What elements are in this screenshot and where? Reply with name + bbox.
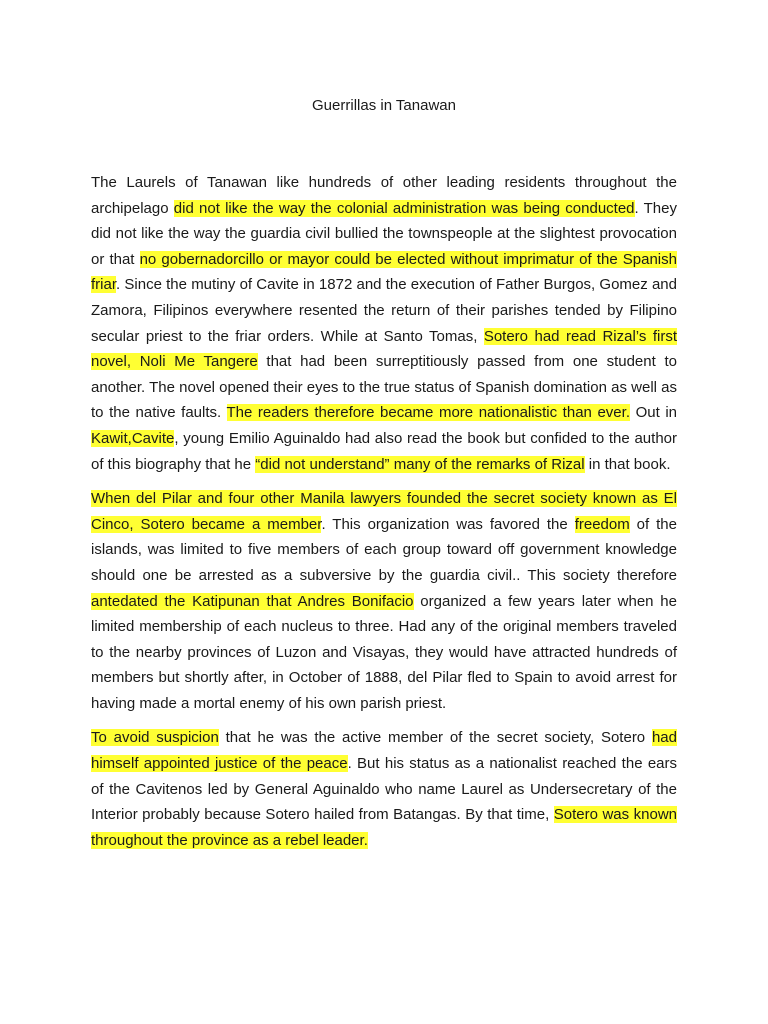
highlighted-text: antedated the Katipunan that Andres Bonifacio [91, 592, 414, 610]
highlighted-text: “did not understand” many of the remarks of Rizal [255, 455, 585, 473]
text-segment: that had been surreptitiously passed from one student to another. The novel opened their eyes to the true status of Spanish domination as well as to the native faults. [91, 353, 677, 422]
paragraph-3 [91, 725, 677, 853]
text-segment: of the islands, was limited to five members of each group toward off government knowledge should one be arrested as a subversive by the guardia civil.. This society therefore [91, 515, 677, 584]
text-segment: organized a few years later when he limited membership of each nucleus to three. Had any of the original members traveled to the nearby provinces of Luzon and Visayas, they would have attracted hundreds of members but shortly after, in October of 1888, del Pilar fled to Spain to avoid arrest for having made a mortal enemy of his own parish priest. [91, 592, 677, 712]
highlighted-text: freedom [574, 515, 630, 533]
text-segment: Out in [629, 404, 678, 422]
text-segment: The Laurels of Tanawan like hundreds of other leading residents throughout the archipelago [91, 174, 677, 217]
paragraph-2 [91, 486, 677, 716]
highlighted-text: had himself appointed justice of the peace [91, 729, 677, 773]
text-segment: . This organization was favored the [321, 515, 575, 533]
text-segment: . They did not like the way the guardia civil bullied the townspeople at the slightest provocation or that [91, 199, 677, 268]
paragraph-1 [91, 170, 677, 477]
text-segment: , young Emilio Aguinaldo had also read the book but confided to the author of this biography that he [91, 429, 677, 473]
highlighted-text: Sotero was known throughout the province as a rebel leader. [91, 806, 677, 849]
text-segment: . Since the mutiny of Cavite in 1872 and the execution of Father Burgos, Gomez and Zamora, Filipinos everywhere resented the return of their parishes tended by Filipino secular priest to the friar orders. While at Santo Tomas, [91, 276, 677, 345]
highlighted-text: no gobernadorcillo or mayor could be elected without imprimatur of the Spanish friar [91, 250, 677, 294]
document-body [91, 170, 677, 862]
text-segment: . But his status as a nationalist reached the ears of the Cavitenos led by General Aguinaldo who name Laurel as Undersecretary of the Interior probably because Sotero hailed from Batangas. By that time, [91, 755, 677, 824]
highlighted-text: Kawit,Cavite [91, 429, 175, 447]
text-segment: in that book. [584, 455, 671, 473]
highlighted-text: The readers therefore became more nationalistic than ever. [226, 404, 630, 422]
highlighted-text: did not like the way the colonial administration was being conducted [173, 199, 635, 217]
document-title: Guerrillas in Tanawan [312, 97, 456, 114]
highlighted-text: When del Pilar and four other Manila lawyers founded the secret society known as El Cinco, Sotero became a member [91, 490, 677, 533]
highlighted-text: Sotero had read Rizal’s first novel, Noli Me Tangere [91, 327, 677, 371]
text-segment: that he was the active member of the secret society, Sotero [218, 729, 652, 747]
highlighted-text: To avoid suspicion [91, 729, 219, 747]
